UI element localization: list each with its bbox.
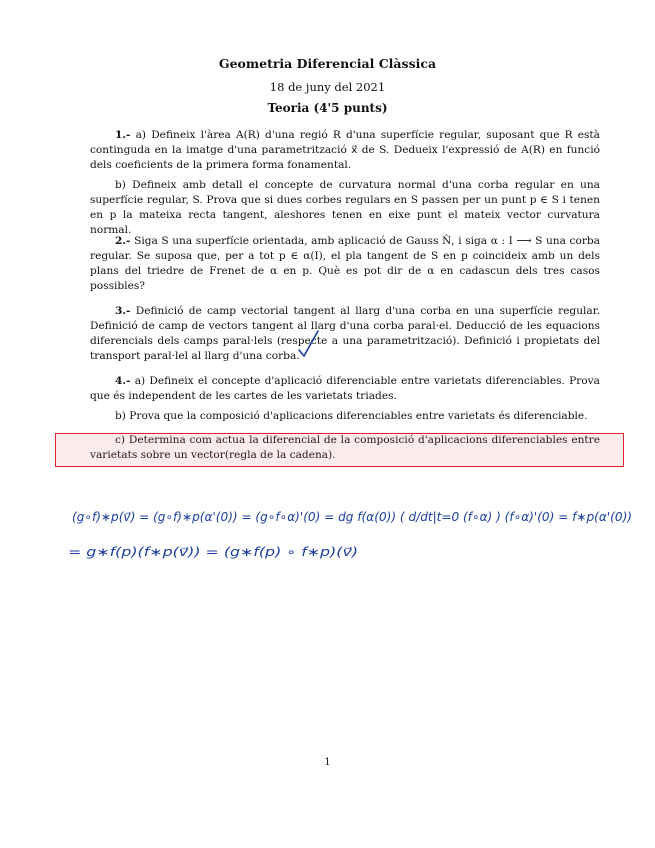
question-text: Definició de camp vectorial tangent al llarg d'una corba en una superfície regular. Definició de camp de vectors tangent al llarg d'una corba paral·el. Deducció de les equacions diferencials dels camps paral·lels (respecte a una parametrització). Definició i propietats del transport paral·lel al llarg d'una corba. [90,305,600,362]
question-text: a) Defineix l'àrea A(R) d'una regió R d'una superfície regular, suposant que R està continguda en la imatge d'una parametrització x⃗ de S. Dedueix l'expressió de A(R) en funció dels coeficients de la primera forma fonamental. [90,129,600,171]
question-number: 2.- [115,235,131,247]
exam-date: 18 de juny del 2021 [269,80,386,94]
page-number: 1 [324,757,331,768]
question-text: c) Determina com actua la diferencial de la composició d'aplicacions diferenciables entre varietats sobre un vector(regla de la cadena). [90,434,600,461]
handwriting-line-1: (g∘f)∗p(v⃗) = (g∘f)∗p(α'(0)) = (g∘f∘α)'(0) = dg f(α(0)) ( d/dt|t=0 (f∘α) ) (f∘α)'(0) = f∗p(α'(0)) [72,510,632,524]
question-text: b) Defineix amb detall el concepte de curvatura normal d'una corba regular en una superfície regular, S. Prova que si dues corbes regulars en S passen per un punt p ∈ S i tenen en p la mateixa recta tangent, aleshores tenen en eixe punt el mateix vector curvatura normal. [90,179,600,236]
question-number: 4.- [115,375,131,387]
section-title: Teoria (4'5 punts) [267,101,388,115]
question-text: b) Prova que la composició d'aplicacions diferenciables entre varietats és diferenciable. [115,410,588,422]
question-number: 3.- [115,305,131,317]
handwriting-line-2: = g∗f(p)(f∗p(v⃗)) = (g∗f(p) ∘ f∗p)(v⃗) [68,545,358,559]
question-text: a) Defineix el concepte d'aplicació diferenciable entre varietats diferenciables. Prova que és independent de les cartes de les varietats triades. [90,375,600,402]
question-number: 1.- [115,129,131,141]
exam-title: Geometria Diferencial Clàssica [218,56,437,71]
question-text: Siga S una superfície orientada, amb aplicació de Gauss N̂, i siga α : I ⟶ S una corba regular. Se suposa que, per a tot p ∈ α(I), el pla tangent de S en p coincideix amb un dels plans del triedre de Frenet de α en p. Què es pot dir de α en cadascun dels tres casos possibles? [90,235,600,292]
